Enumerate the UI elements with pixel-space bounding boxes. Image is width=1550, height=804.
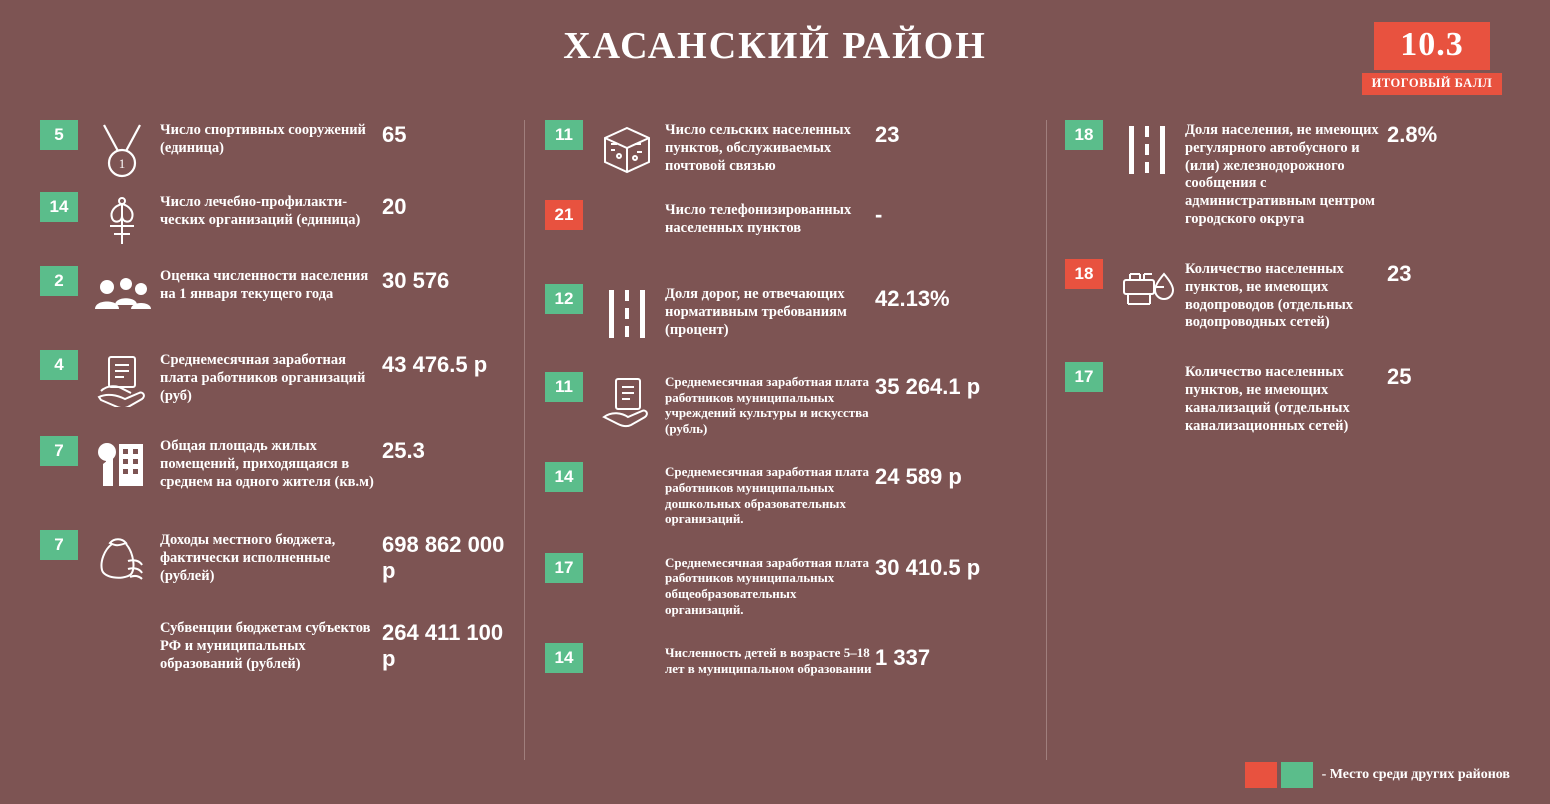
metric-row (1065, 120, 1515, 229)
no-icon (595, 462, 659, 522)
rank-badge: 11 (545, 372, 583, 402)
metric-value: 30 410.5 р (875, 554, 981, 580)
final-score-badge (1371, 22, 1493, 95)
metric-label: Число лечебно-профилакти-ческих организаций (единица) (160, 194, 361, 228)
metric-row (545, 120, 1025, 180)
metric-value: 23 (875, 122, 900, 147)
rank-badge: 17 (545, 553, 583, 583)
metric-value: 43 476.5 р (382, 352, 488, 377)
metric-row (545, 462, 1025, 526)
svg-text:1: 1 (118, 156, 126, 171)
metric-row (545, 284, 1025, 344)
metric-label: Доходы местного бюджета, фактически исполненные (рублей) (160, 532, 336, 584)
salary-money-icon (90, 350, 154, 410)
metric-label: Доля дорог, не отвечающих нормативным требованиям (процент) (665, 286, 847, 338)
metric-row (40, 350, 510, 410)
metric-label: Число сельских населенных пунктов, обслуживаемых почтовой связью (665, 122, 851, 174)
rank-badge: 14 (545, 643, 583, 673)
metric-value: 42.13% (875, 286, 950, 311)
road-icon (1115, 120, 1179, 180)
rank-badge: 12 (545, 284, 583, 314)
medal-icon (90, 120, 154, 180)
metric-value: 264 411 100 р (382, 620, 504, 671)
metric-label: Численность детей в возрасте 5–18 лет в муниципальном образовании (665, 645, 872, 676)
building-housing-icon (90, 436, 154, 496)
legend-swatch-green (1281, 762, 1313, 788)
no-icon (595, 200, 659, 260)
metric-value: 20 (382, 194, 407, 219)
metric-row (40, 530, 510, 590)
rank-badge (40, 618, 78, 648)
metric-value: 24 589 р (875, 464, 962, 490)
metric-row (40, 618, 510, 678)
metrics-column-1 (40, 120, 510, 682)
legend-swatch-red (1245, 762, 1277, 788)
metric-label: Среднемесячная заработная плата работников муниципальных дошкольных образовательных организаций. (665, 464, 870, 527)
metric-row (40, 436, 510, 496)
metric-label: Общая площадь жилых помещений, приходящаяся в среднем на одного жителя (кв.м) (160, 438, 374, 490)
metric-value: 25.3 (382, 438, 425, 463)
rank-badge: 7 (40, 436, 78, 466)
metric-label: Среднемесячная заработная плата работников муниципальных учреждений культуры и искусства (рубль) (665, 374, 870, 436)
caduceus-medical-icon (90, 192, 154, 252)
metric-label: Среднемесячная заработная плата работников муниципальных общеобразовательных организаций. (665, 554, 870, 617)
metric-row (545, 643, 1025, 703)
metric-label: Количество населенных пунктов, не имеющих канализаций (отдельных канализационных сетей) (1185, 364, 1350, 434)
metric-label: Оценка численности населения на 1 января текущего года (160, 268, 369, 302)
rank-badge: 21 (545, 200, 583, 230)
column-divider-2 (1046, 120, 1047, 760)
metric-value: 30 576 (382, 268, 450, 293)
rank-badge: 18 (1065, 120, 1103, 150)
metric-label: Число спортивных сооружений (единица) (160, 122, 366, 156)
rank-badge: 2 (40, 266, 78, 296)
metric-value: 23 (1387, 260, 1412, 286)
rank-badge: 14 (545, 462, 583, 492)
road-icon (595, 284, 659, 344)
rank-badge: 14 (40, 192, 78, 222)
final-score-label: ИТОГОВЫЙ БАЛЛ (1362, 73, 1502, 95)
money-bag-icon (90, 530, 154, 590)
metric-row (545, 200, 1025, 260)
metric-label: Субвенции бюджетам субъектов РФ и муниципальных образований (рублей) (160, 620, 371, 672)
metric-value: 1 337 (875, 645, 931, 671)
metric-value: 35 264.1 р (875, 374, 981, 399)
metric-row (1065, 259, 1515, 332)
metric-label: Число телефонизированных населенных пунктов (665, 202, 852, 236)
final-score-value: 10.3 (1374, 22, 1490, 70)
metric-label: Количество населенных пунктов, не имеющих водопроводов (отдельных водопроводных сетей) (1185, 260, 1354, 331)
rank-badge: 7 (40, 530, 78, 560)
metric-value: 2.8% (1387, 122, 1438, 147)
metric-value: 65 (382, 122, 407, 147)
rank-badge: 5 (40, 120, 78, 150)
no-icon (1115, 362, 1179, 422)
rank-badge: 17 (1065, 362, 1103, 392)
metric-value: 698 862 000 р (382, 532, 505, 583)
column-divider-1 (524, 120, 525, 760)
metric-label: Среднемесячная заработная плата работников организаций (руб) (160, 352, 366, 404)
metric-row (40, 120, 510, 180)
metrics-column-2 (545, 120, 1025, 707)
people-group-icon (90, 266, 154, 326)
no-icon (595, 553, 659, 613)
metric-row (40, 266, 510, 326)
metric-label: Доля населения, не имеющих регулярного автобусного и (или) железнодорожного сообщения с административным центром городского округа (1185, 122, 1379, 228)
rank-badge: 11 (545, 120, 583, 150)
metric-value: - (875, 202, 883, 227)
metric-value: 25 (1387, 364, 1412, 390)
metric-row (1065, 362, 1515, 435)
metric-row (545, 553, 1025, 617)
legend-text: - Место среди других районов (1321, 767, 1510, 782)
page-title: ХАСАНСКИЙ РАЙОН (563, 25, 987, 67)
metrics-column-3 (1065, 120, 1515, 440)
mail-parcel-icon (595, 120, 659, 180)
no-icon (90, 618, 154, 678)
metric-row (40, 192, 510, 252)
legend (1245, 762, 1510, 788)
rank-badge: 4 (40, 350, 78, 380)
metric-row (545, 372, 1025, 436)
culture-salary-icon (595, 372, 659, 432)
rank-badge: 18 (1065, 259, 1103, 289)
water-pipe-icon (1115, 259, 1179, 319)
no-icon (595, 643, 659, 703)
